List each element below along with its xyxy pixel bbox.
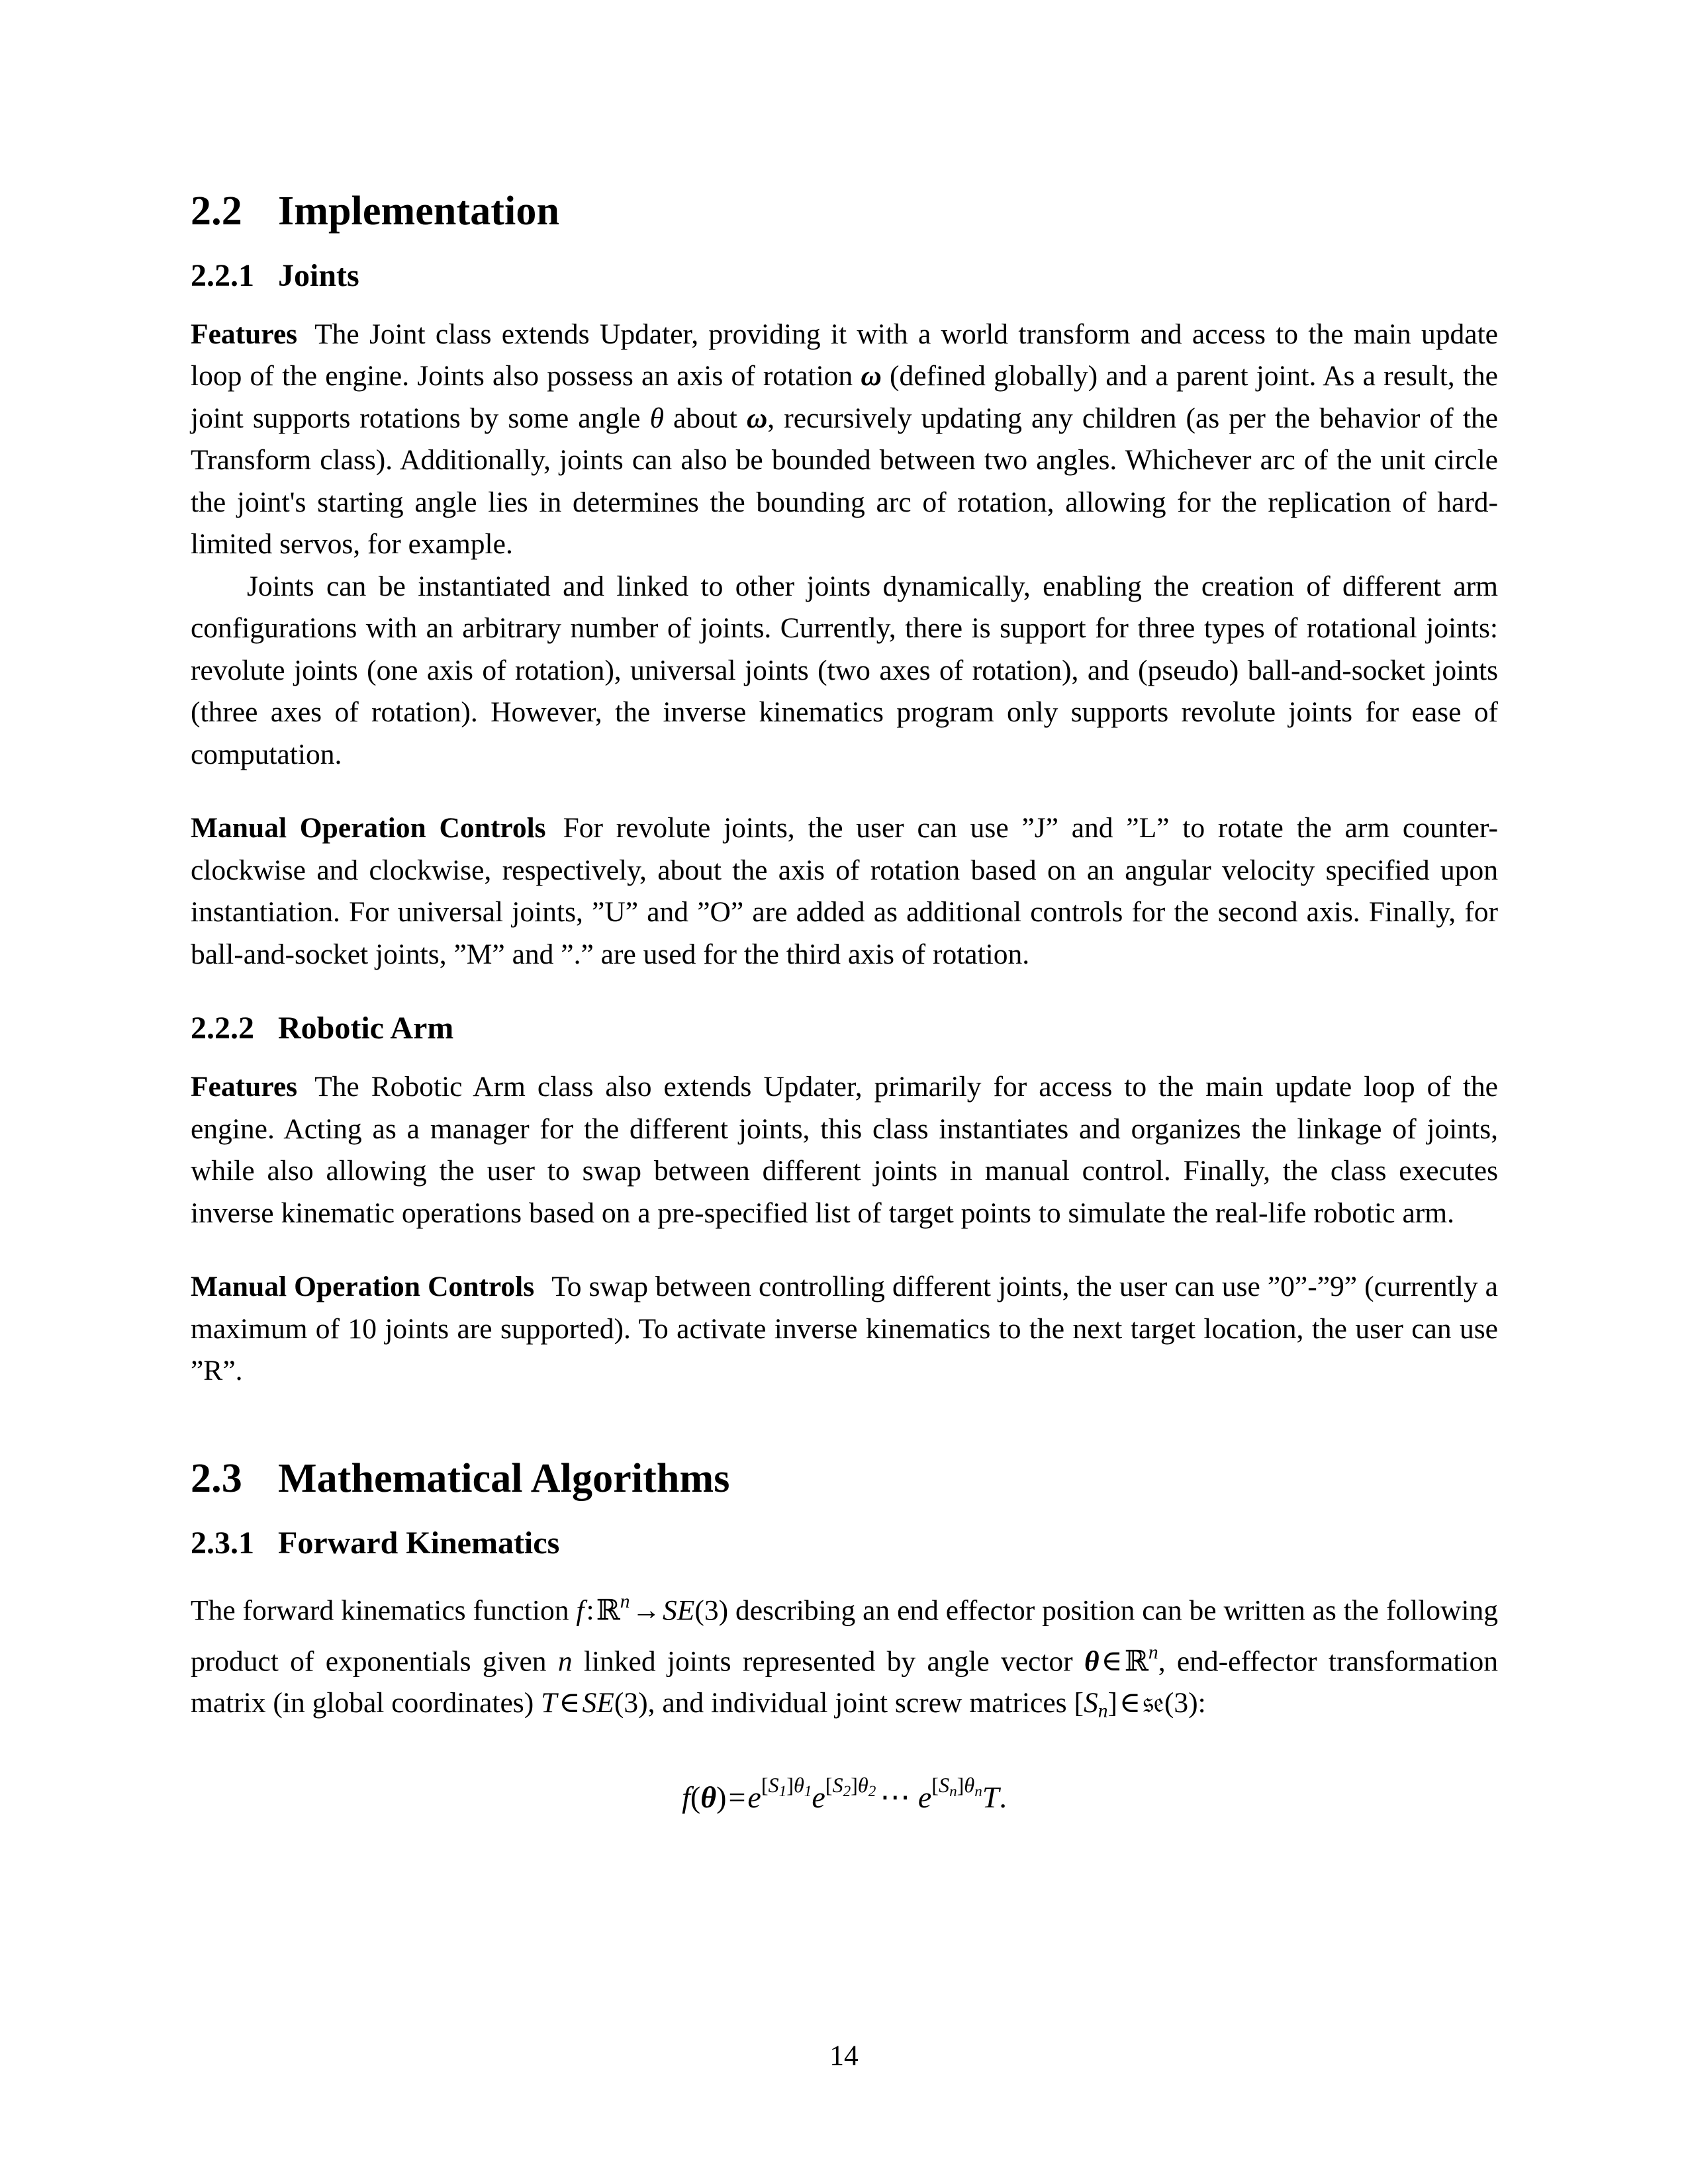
eq-T: T [982,1780,1000,1814]
joints-features-text-2: (defined globally) and a parent joint. As a result, the joint supports rotations by some angle [191,360,1498,434]
fk-text-3: linked joints represented by angle vector [572,1645,1084,1677]
element-of-symbol: ∈ [1101,1645,1123,1677]
heading-robotic-arm-number: 2.2.2 [191,1011,254,1046]
function-f-symbol: f [576,1594,585,1627]
eq-equals: = [728,1780,746,1814]
reals-symbol: ℝ [596,1594,620,1627]
eq-period: . [999,1780,1007,1814]
fk-text-2: describing an end effector position can be written as the following product of exponentials given [191,1594,1498,1677]
se-symbol: SE [663,1594,695,1627]
eq-e2: e [812,1780,825,1814]
se-symbol-2: SE [582,1687,614,1719]
eq-f: f [682,1780,690,1814]
fraktur-se-symbol: 𝔰𝔢 [1143,1686,1164,1720]
spacer [191,976,1498,1011]
se-argument: (3) [694,1594,729,1627]
eq-en-exponent [931,1772,982,1800]
heading-implementation-title: Implementation [278,189,560,234]
variable-T: T [541,1687,557,1719]
eq-en-theta-index: n [974,1782,982,1800]
element-of-symbol-2: ∈ [559,1687,581,1719]
eq-en-bracket-open: [ [931,1772,939,1797]
heading-forward-kinematics [191,1526,1498,1561]
robotic-arm-features-text: The Robotic Arm class also extends Updater, primarily for access to the main update loop of the engine. Acting as a manager for the different joints, this class instantiates and organizes the linkage of joints, while also allowing the user to swap between different joints in manual control. Finally, the class executes inverse kinematic operations based on a pre-specified list of target points to simulate the real-life robotic arm. [191,1071,1498,1229]
heading-implementation [191,189,1498,234]
eq-en-S: S [938,1772,950,1797]
eq-theta-vector: θ [700,1780,717,1814]
eq-en: e [917,1780,932,1814]
theta-symbol: θ [649,402,664,434]
eq-e1-exponent [761,1772,812,1800]
eq-en-S-index: n [949,1782,957,1800]
page-number: 14 [829,2040,859,2071]
subscript-n: n [1098,1701,1108,1723]
eq-e2-bracket-close: ] [851,1772,858,1797]
heading-robotic-arm [191,1011,1498,1046]
heading-mathematical-algorithms [191,1456,1498,1501]
robotic-arm-controls-text: To swap between controlling different joints, the user can use ”0”-”9” (currently a maximum of 10 joints are supported). To activate inverse kinematics to the next target location, the user can use ”R”. [191,1271,1498,1387]
heading-robotic-arm-title: Robotic Arm [278,1011,454,1046]
heading-implementation-number: 2.2 [191,189,242,234]
runin-header-features: Features [191,1071,298,1103]
forward-kinematics-paragraph [191,1581,1498,1733]
joints-features-text-1: The Joint class extends Updater, providing it with a world transform and access to the main update loop of the engine. Joints also possess an axis of rotation [191,318,1498,392]
se-argument-2: (3) [614,1687,648,1719]
eq-paren-open: ( [690,1780,701,1814]
runin-header-features: Features [191,318,298,350]
reals-symbol-2: ℝ [1124,1644,1149,1678]
eq-e1-bracket-close: ] [786,1772,794,1797]
joints-paragraph-2: Joints can be instantiated and linked to other joints dynamically, enabling the creation of different arm configurations with an arbitrary number of joints. Currently, there is support for three types of rotational joints: revolute joints (one axis of rotation), universal joints (two axes of rotation), and (pseudo) ball-and-socket joints (three axes of rotation). However, the inverse kinematics program only supports revolute joints for ease of computation. [191,570,1498,770]
heading-fk-number: 2.3.1 [191,1525,254,1561]
screw-matrix-S: S [1083,1687,1098,1719]
eq-en-theta: θ [964,1772,975,1797]
variable-n: n [557,1645,573,1677]
eq-e2-S: S [832,1772,843,1797]
eq-e1-bracket-open: [ [761,1772,769,1797]
heading-joints-number: 2.2.1 [191,258,254,294]
forward-kinematics-equation [191,1774,1498,1813]
fraktur-se-argument: (3): [1164,1687,1206,1719]
robotic-arm-features-paragraph [191,1066,1498,1234]
runin-header-manual-operation-controls: Manual Operation Controls [191,812,546,844]
bracket-open: [ [1074,1687,1084,1719]
element-of-symbol-3: ∈ [1119,1687,1141,1719]
fk-text-4: , end-effector transformation matrix (in global coordinates) [191,1645,1498,1719]
eq-e2-theta: θ [857,1772,868,1797]
eq-e2-theta-index: 2 [868,1782,876,1800]
eq-e1-S: S [768,1772,779,1797]
heading-joints-title: Joints [278,258,359,294]
heading-math-title: Mathematical Algorithms [278,1455,730,1501]
bracket-close: ] [1107,1687,1118,1719]
heading-math-number: 2.3 [191,1455,242,1501]
eq-e2-S-index: 2 [843,1782,851,1800]
joints-features-text-4: , recursively updating any children (as per the behavior of the Transform class). Additionally, joints can also be bounded between two angles. Whichever arc of the unit circle the joint's starting angle lies in determines the bounding arc of rotation, allowing for the replication of hard-limited servos, for example. [191,402,1498,561]
page-content [191,189,1498,1813]
eq-e1-theta-index: 1 [804,1782,812,1800]
heading-fk-title: Forward Kinematics [278,1525,560,1561]
eq-en-bracket-close: ] [957,1772,964,1797]
joints-features-paragraph [191,314,1498,566]
arrow-symbol: → [632,1594,661,1627]
eq-e1-theta: θ [793,1772,804,1797]
omega-symbol: ω [861,360,882,392]
fk-text-5: , and individual joint screw matrices [647,1687,1074,1719]
eq-e2-bracket-open: [ [825,1772,833,1797]
bold-theta-symbol: θ [1084,1645,1100,1677]
fk-text-1: The forward kinematics function [191,1594,577,1627]
eq-e1-S-index: 1 [778,1782,787,1800]
eq-e2-exponent [825,1772,876,1800]
robotic-arm-controls-paragraph [191,1266,1498,1392]
runin-header-manual-operation-controls: Manual Operation Controls [191,1271,535,1303]
eq-paren-close: ) [716,1780,727,1814]
eq-e1: e [747,1780,761,1814]
spacer [191,1392,1498,1456]
superscript-n: n [620,1590,630,1612]
joints-controls-paragraph [191,807,1498,976]
eq-ellipsis: ⋯ [880,1780,914,1814]
heading-joints [191,259,1498,294]
superscript-n-2: n [1148,1641,1158,1663]
colon-symbol: : [586,1594,594,1627]
omega-symbol-2: ω [746,402,768,434]
joints-controls-text: For revolute joints, the user can use ”J” and ”L” to rotate the arm counter-clockwise and clockwise, respectively, about the axis of rotation based on an angular velocity specified upon instantiation. For universal joints, ”U” and ”O” are added as additional controls for the second axis. Finally, for ball-and-socket joints, ”M” and ”.” are used for the third axis of rotation. [191,812,1498,970]
joints-features-text-3: about [663,402,747,434]
